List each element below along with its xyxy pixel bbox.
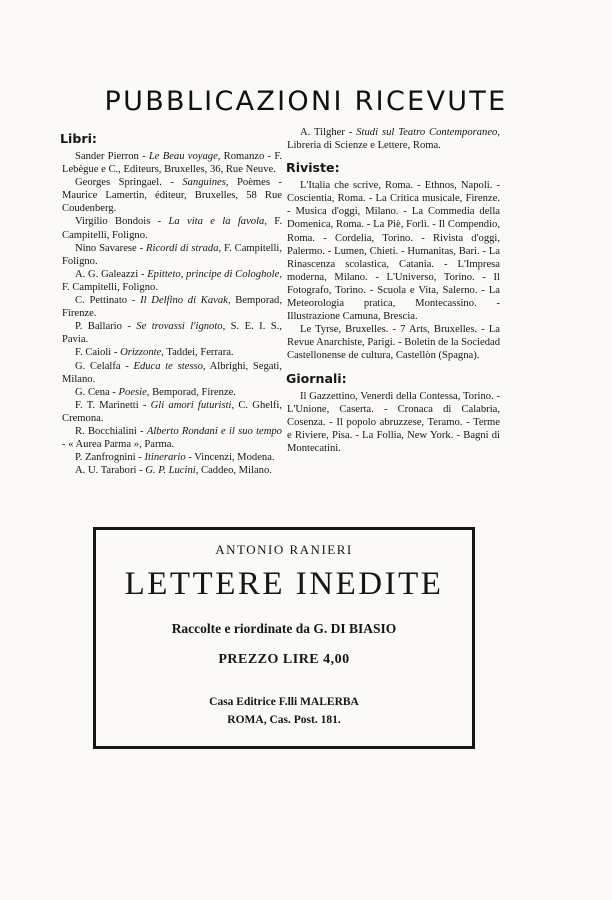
ad-address: ROMA, Cas. Post. 181. bbox=[227, 714, 341, 726]
advertisement-box bbox=[93, 527, 475, 749]
ad-price: PREZZO LIRE 4,00 bbox=[218, 652, 350, 667]
giornali-heading: Giornali: bbox=[286, 370, 347, 386]
list-item: A. Tilgher - Studi sul Teatro Contemporaneo, Libreria di Scienze e Lettere, Roma. bbox=[287, 127, 500, 152]
ad-title: LETTERE INEDITE bbox=[124, 566, 444, 602]
list-item: P. Zanfrognini - Itinerario - Vincenzi, Modena. bbox=[75, 452, 275, 464]
list-item: A. U. Tarabori - G. P. Lucini, Caddeo, Milano. bbox=[75, 465, 272, 477]
list-item: Virgilio Bondois - La vita e la favola, F. Campitelli, Foligno. bbox=[62, 216, 282, 241]
riviste-heading: Riviste: bbox=[286, 160, 340, 176]
riviste-paragraph: L'Italia che scrive, Roma. - Ethnos, Napoli. - Coscientia, Roma. - La Critica musicale, Firenze. - Musica d'oggi, Milano. - La Commedia della Domenica, Roma. - La Piè, Forlì. - Il Compendio, Roma. - Cordelia, Torino. - Rivista d'oggi, Palermo. - Lumen, Chieti. - Humanitas, Bari. - La Rinascenza scolastica, Catania. - L'Impresa moderna, Milano. - L'Universo, Torino. - Il Fotografo, Torino. - Scuola e Vita, Salerno. - La Meteorologia pratica, Montecassino. - Illustrazione Camuna, Brescia. bbox=[287, 180, 500, 323]
list-item: G. Cena - Poesie, Bemporad, Firenze. bbox=[75, 386, 236, 398]
list-item: Sander Pierron - Le Beau voyage, Romanzo - F. Lebègue e C., Editeurs, Bruxelles, 36, Rue Neuve. bbox=[62, 151, 283, 176]
list-item: P. Ballario - Se trovassi l'ignoto, S. E. I. S., Pavia. bbox=[62, 321, 282, 346]
ad-author: ANTONIO RANIERI bbox=[215, 542, 353, 557]
list-item: F. T. Marinetti - Gli amori futuristi, C. Ghelfi, Cremona. bbox=[62, 399, 283, 424]
list-item: G. Celalfa - Educa te stesso, Albrighi, Segati, Milano. bbox=[62, 360, 283, 385]
right-column bbox=[287, 126, 500, 455]
libri-heading: Libri: bbox=[60, 131, 97, 146]
list-item: C. Pettinato - Il Delfino di Kavak, Bemporad, Firenze. bbox=[62, 295, 282, 320]
libri-list bbox=[62, 150, 282, 477]
page-title: PUBBLICAZIONI RICEVUTE bbox=[104, 86, 508, 117]
riviste-paragraph-foreign: Le Tyrse, Bruxelles. - 7 Arts, Bruxelles. - La Revue Anarchiste, Parigi. - Boletin de la Sociedad Castellonense de cultura, Castellòn (Spagna). bbox=[287, 324, 500, 362]
list-item: R. Bocchialini - Alberto Rondani e il suo tempo - « Aurea Parma », Parma. bbox=[62, 425, 282, 451]
ad-subtitle: Raccolte e riordinate da G. DI BIASIO bbox=[171, 621, 397, 636]
list-item: A. G. Galeazzi - Epitteto, principe di Cologhole, F. Campitelli, Foligno. bbox=[62, 268, 282, 293]
ad-publisher: Casa Editrice F.lli MALERBA bbox=[209, 696, 359, 708]
list-item: F. Caioli - Orizzonte, Taddei, Ferrara. bbox=[75, 347, 234, 359]
left-column bbox=[62, 131, 282, 477]
list-item: Nino Savarese - Ricordi di strada, F. Campitelli, Foligno. bbox=[62, 242, 283, 267]
giornali-paragraph: Il Gazzettino, Venerdì della Contessa, Torino. - L'Unione, Caserta. - Cronaca di Calabria, Cosenza. - Il popolo abruzzese, Teramo. - Terme e Riviere, Pisa. - La Follia, New York. - Bagni di Montecatini. bbox=[287, 390, 500, 454]
list-item: Georges Springael. - Sanguines, Poèmes - Maurice Lamertin, éditeur, Bruxelles, 58 Rue Coudenberg. bbox=[62, 177, 282, 215]
